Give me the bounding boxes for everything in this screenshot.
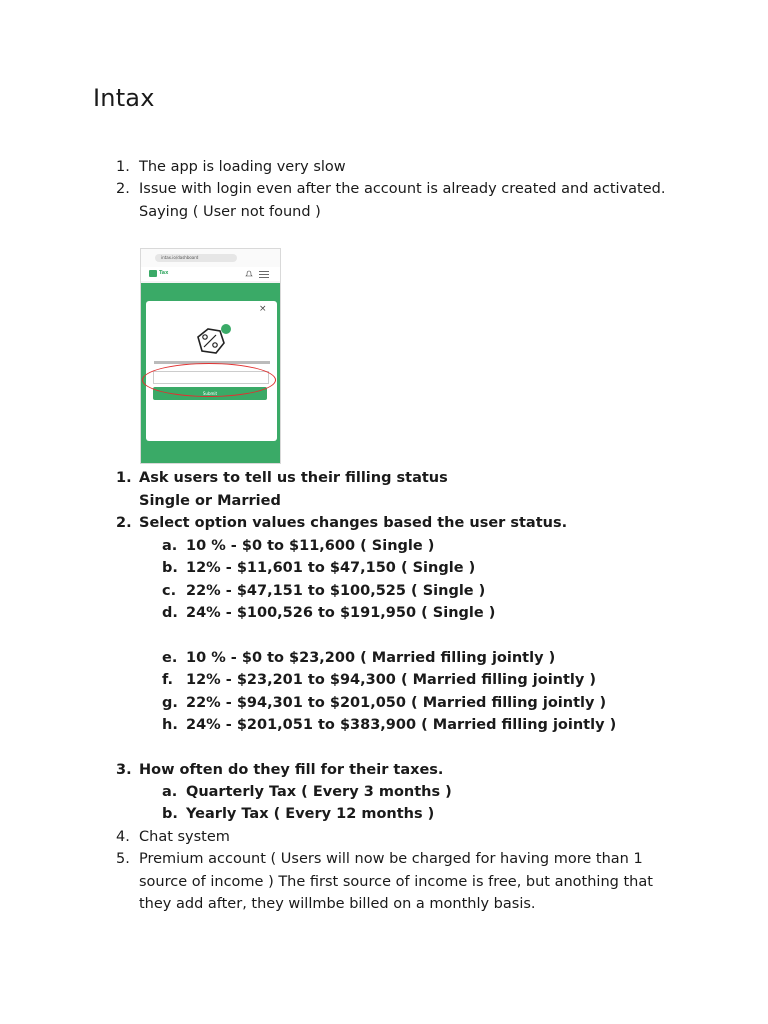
list-number: 2. [116, 515, 132, 531]
sub-list-text: 24% - $100,526 to $191,950 ( Single ) [186, 605, 496, 621]
list-text: they add after, they willmbe billed on a monthly basis. [139, 896, 536, 912]
tax-percent-icon [190, 323, 234, 359]
sub-list-text: 22% - $94,301 to $201,050 ( Married filling jointly ) [186, 695, 607, 711]
app-screenshot-image [140, 248, 281, 464]
url-text: intax.io/dashboard [155, 254, 237, 262]
sub-list-letter: f. [162, 672, 174, 688]
list-text: Single or Married [139, 493, 281, 509]
sub-list-text: 24% - $201,051 to $383,900 ( Married filling jointly ) [186, 717, 617, 733]
list-text: source of income ) The first source of income is free, but anothing that [139, 874, 653, 890]
sub-list-text: 12% - $11,601 to $47,150 ( Single ) [186, 560, 476, 576]
list-text: How often do they fill for their taxes. [139, 762, 444, 778]
submit-button: Submit [153, 387, 267, 400]
sub-list-text: 22% - $47,151 to $100,525 ( Single ) [186, 583, 486, 599]
sub-list-letter: g. [162, 695, 178, 711]
list-text: Chat system [139, 829, 230, 845]
list-text: Premium account ( Users will now be charged for having more than 1 [139, 851, 643, 867]
logo-text: Tax [159, 270, 169, 276]
list-number: 5. [116, 851, 130, 867]
list-text: Saying ( User not found ) [139, 204, 321, 220]
browser-url-bar [141, 249, 280, 267]
sub-list-text: 10 % - $0 to $11,600 ( Single ) [186, 538, 435, 554]
list-number: 1. [116, 159, 130, 175]
list-number: 4. [116, 829, 130, 845]
sub-list-letter: b. [162, 560, 178, 576]
sub-list-letter: e. [162, 650, 178, 666]
page-title: Intax [93, 84, 155, 112]
list-number: 2. [116, 181, 130, 197]
sub-list-text: Quarterly Tax ( Every 3 months ) [186, 784, 452, 800]
sub-list-text: 12% - $23,201 to $94,300 ( Married filling jointly ) [186, 672, 597, 688]
list-text: Ask users to tell us their filling status [139, 470, 448, 486]
logo-icon [149, 270, 157, 277]
sub-list-text: 10 % - $0 to $23,200 ( Married filling jointly ) [186, 650, 556, 666]
sub-list-letter: b. [162, 806, 178, 822]
sub-list-text: Yearly Tax ( Every 12 months ) [186, 806, 435, 822]
sub-list-letter: d. [162, 605, 178, 621]
list-number: 1. [116, 470, 132, 486]
close-icon: × [259, 304, 267, 314]
annotation-circle [142, 363, 276, 397]
list-text: Select option values changes based the user status. [139, 515, 568, 531]
app-header [141, 267, 280, 281]
list-number: 3. [116, 762, 132, 778]
sub-list-letter: a. [162, 538, 178, 554]
list-text: The app is loading very slow [139, 159, 346, 175]
sub-list-letter: a. [162, 784, 178, 800]
menu-icon [259, 270, 269, 278]
sub-list-letter: c. [162, 583, 177, 599]
list-text: Issue with login even after the account is already created and activated. [139, 181, 666, 197]
bell-icon [245, 270, 253, 278]
sub-list-letter: h. [162, 717, 178, 733]
